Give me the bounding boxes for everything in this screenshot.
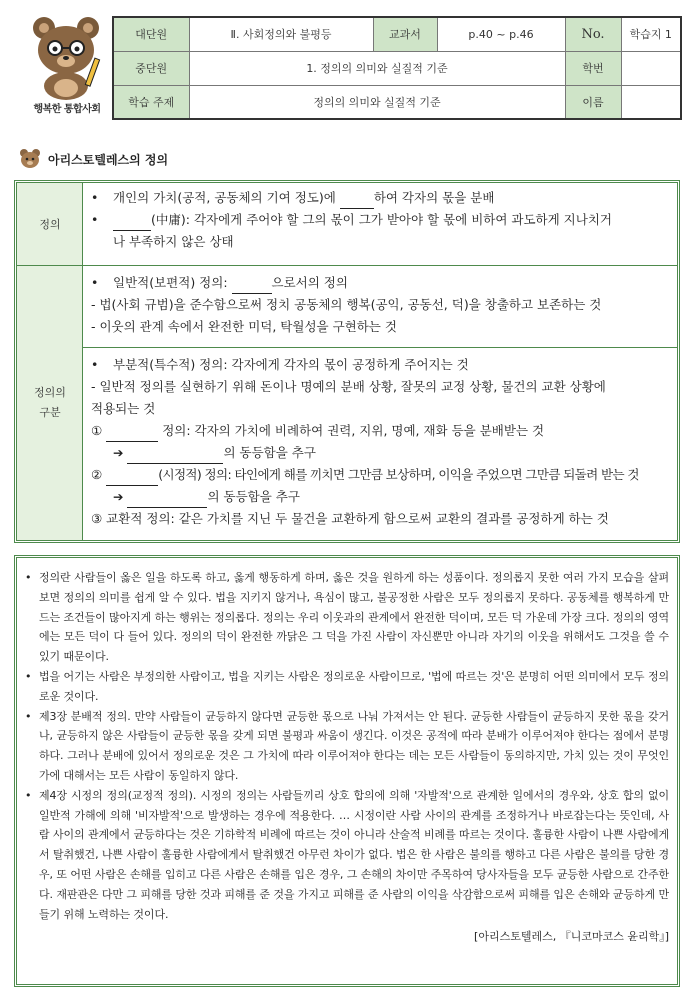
reading-paragraph-text: 정의란 사람들이 옳은 일을 하도록 하고, 옳게 행동하게 하며, 옳은 것을 원하게 하는 성품이다. 정의롭지 못한 여러 가지 모습을 살펴보면 정의의 의미를 쉽게 알 수 있다. 법을 지키지 않거나, 욕심이 많고, 불공정한 사람은 모두 정의롭지 못하다. 공동체를 행복하게 만드는 조건들이 많아지게 하는 행위는 정의롭다. 정의는 우리 이웃과의 관계에서 완전한 덕이며, 모든 덕 가운데 가장 크다. 정의의 영역에는 모든 덕이 다 들어 있다. 정의의 덕이 완전한 까닭은 그 덕을 가진 사람이 자신뿐만 아니라 자기의 이웃을 위해서도 그것을 쓸 수 있기 때문이다. (39, 571, 669, 664)
source-citation: [아리스토텔레스, 『니코마코스 윤리학』] (474, 930, 669, 944)
bullet-icon: • (25, 788, 32, 802)
blank-6[interactable] (106, 470, 158, 486)
distributive-arrow-text: 의 동등함을 추구 (223, 445, 316, 460)
name-field[interactable] (621, 85, 681, 119)
definition-item-2-cont: 나 부족하지 않은 상태 (113, 234, 234, 249)
item-number-1: ① (91, 423, 103, 438)
partial-justice-sub2: 적용되는 것 (91, 401, 156, 416)
blank-3[interactable] (232, 278, 272, 294)
general-justice-pre: 일반적(보편적) 정의: (113, 275, 228, 290)
reading-paragraph-text: 법을 어기는 사람은 부정의한 사람이고, 법을 지키는 사람은 정의로운 사람이므로, '법에 따르는 것'은 분명히 어떤 의미에서 모두 정의로운 것이다. (39, 669, 669, 703)
content-column (83, 183, 677, 540)
corrective-justice (91, 464, 671, 486)
topic-label: 학습 주제 (113, 85, 189, 119)
corrective-arrow-text: 의 동등함을 추구 (207, 489, 300, 504)
types-header-line1: 정의의 (34, 386, 66, 399)
arrow-right-icon: ➔ (113, 445, 124, 460)
reading-passage-box (14, 555, 680, 987)
corrective-justice-arrow-line (91, 486, 671, 508)
blank-5[interactable] (127, 448, 223, 464)
subunit-label: 중단원 (113, 51, 189, 85)
topic-value: 정의의 의미와 실질적 기준 (189, 85, 565, 119)
general-justice-post: 으로서의 정의 (271, 275, 348, 290)
subunit-value: 1. 정의의 의미와 실질적 기준 (189, 51, 565, 85)
bear-icon (18, 148, 42, 170)
blank-1[interactable] (340, 193, 374, 209)
unit-value: Ⅱ. 사회정의와 불평등 (189, 17, 373, 51)
definition-header-text: 정의 (39, 218, 61, 231)
aristotle-justice-table (14, 180, 680, 543)
bullet-icon: • (91, 190, 99, 205)
bullet-icon: • (25, 571, 32, 584)
reading-paragraph (25, 786, 669, 925)
definition-item-1 (91, 187, 671, 209)
bear-mascot-icon (22, 14, 112, 100)
definition-item-2 (91, 209, 671, 231)
section-title (18, 148, 168, 170)
definition-row (83, 183, 677, 266)
name-label: 이름 (565, 85, 621, 119)
partial-justice-sub1: - 일반적 정의를 실현하기 위해 돈이나 명예의 분배 상황, 잘못의 교정 상황, 물건의 교환 상황에 (91, 379, 606, 394)
row-header-column (17, 183, 83, 540)
reading-paragraph-text: 제3장 분배적 정의. 만약 사람들이 균등하지 않다면 균등한 몫으로 나눠 가져서는 안 된다. 균등한 사람들이 균등하지 못한 몫을 갖거나, 균등하지 않은 사람들이 균등한 몫을 갖게 되면 불평과 싸움이 생긴다. 이것은 공적에 따라 분배가 이루어져야 한다는 점에서 분명하다. 그러나 분배에 있어서 정의로운 것은 그 가치에 따라 이루어져야 한다는 데는 모든 사람들이 동의하지만, 가치 있는 것이 무엇인가에 대해서는 모든 사람이 동일하지 않다. (39, 709, 669, 782)
reading-paragraph (25, 667, 669, 707)
types-header (17, 266, 83, 540)
school-logo (22, 14, 112, 118)
bullet-icon: • (91, 212, 99, 227)
general-justice-head (91, 272, 671, 294)
textbook-pages: p.40 ~ p.46 (437, 17, 565, 51)
definition-item-2-post: (中庸): 각자에게 주어야 할 그의 몫이 그가 받아야 할 몫에 비하여 과도하게 지나치거 (151, 212, 612, 227)
blank-4[interactable] (106, 426, 158, 442)
general-justice-sub2: - 이웃의 관계 속에서 완전한 미덕, 탁월성을 구현하는 것 (91, 319, 397, 334)
arrow-right-icon: ➔ (113, 489, 124, 504)
corrective-justice-text: (시정적) 정의: 타인에게 해를 끼치면 그만큼 보상하며, 이익을 주었으면 그만큼 되돌려 받는 것 (158, 467, 639, 482)
reading-paragraph (25, 568, 669, 667)
types-header-line2: 구분 (39, 406, 61, 419)
blank-2[interactable] (113, 215, 151, 231)
general-justice-sub1: - 법(사회 규범)을 준수함으로써 정치 공동체의 행복(공익, 공동선, 덕)을 창출하고 보존하는 것 (91, 297, 602, 312)
worksheet-info-table (112, 16, 682, 120)
partial-justice-head-text: 부분적(특수적) 정의: 각자에게 각자의 몫이 공정하게 주어지는 것 (113, 357, 469, 372)
partial-justice-row (83, 348, 677, 540)
blank-7[interactable] (127, 492, 207, 508)
bullet-icon: • (25, 709, 32, 723)
definition-item-1-pre: 개인의 가치(공적, 공동체의 기여 정도)에 (113, 190, 336, 205)
reading-paragraph-text: 제4장 시정의 정의(교정적 정의). 시정의 정의는 사람들끼리 상호 합의에 의해 '자발적'으로 관계한 일에서의 경우와, 상호 합의 없이 일반적 가해에 의해 '비자발적'으로 발생하는 경우에 적용한다. … 시정이란 사람 사이의 관계를 조정하거나 바로잡는다는 뜻인데, 사람 사이의 관계에서 균등하다는 것은 기하학적 비례에 따르는 것이 아니라 산술적 비례를 따르는 것이다. 훌륭한 사람이 나쁜 사람에게서 탈취했건, 나쁜 사람이 훌륭한 사람에게서 탈취했건 아무런 차이가 없다. 법은 한 사람은 불의를 행하고 다른 사람은 불의를 당한 경우, 또 어떤 사람은 손해를 입히고 다른 사람은 손해를 입은 경우, 그 손해의 차이만 주목하여 당사자들을 모두 균등한 사람으로 간주한다. 재판관은 다만 그 피해를 당한 것과 피해를 준 것을 가지고 피해를 준 사람의 이익을 삭감함으로써 피해를 입은 손해와 균등하게 만들기 위해 노력하는 것이다. (39, 788, 669, 921)
general-justice-row (83, 266, 677, 348)
student-id-field[interactable] (621, 51, 681, 85)
worksheet-number: 학습지 1 (621, 17, 681, 51)
definition-header (17, 183, 83, 266)
section-title-text: 아리스토텔레스의 정의 (48, 152, 169, 167)
student-id-label: 학번 (565, 51, 621, 85)
distributive-justice-text: 정의: 각자의 가치에 비례하여 권력, 지위, 명예, 재화 등을 분배받는 것 (162, 423, 545, 438)
definition-item-1-post: 하여 각자의 몫을 분배 (373, 190, 495, 205)
bullet-icon: • (91, 275, 99, 290)
number-label: No. (565, 17, 621, 51)
textbook-label: 교과서 (373, 17, 437, 51)
logo-caption: 행복한 통합사회 (33, 104, 101, 115)
bullet-icon: • (91, 357, 99, 372)
bullet-icon: • (25, 669, 32, 683)
reading-paragraph (25, 707, 669, 786)
partial-justice-head (91, 354, 671, 376)
unit-label: 대단원 (113, 17, 189, 51)
item-number-2: ② (91, 467, 103, 482)
distributive-justice (91, 420, 671, 442)
commutative-justice: ③ 교환적 정의: 같은 가치를 지닌 두 물건을 교환하게 함으로써 교환의 결과를 공정하게 하는 것 (91, 511, 609, 526)
distributive-justice-arrow-line (91, 442, 671, 464)
